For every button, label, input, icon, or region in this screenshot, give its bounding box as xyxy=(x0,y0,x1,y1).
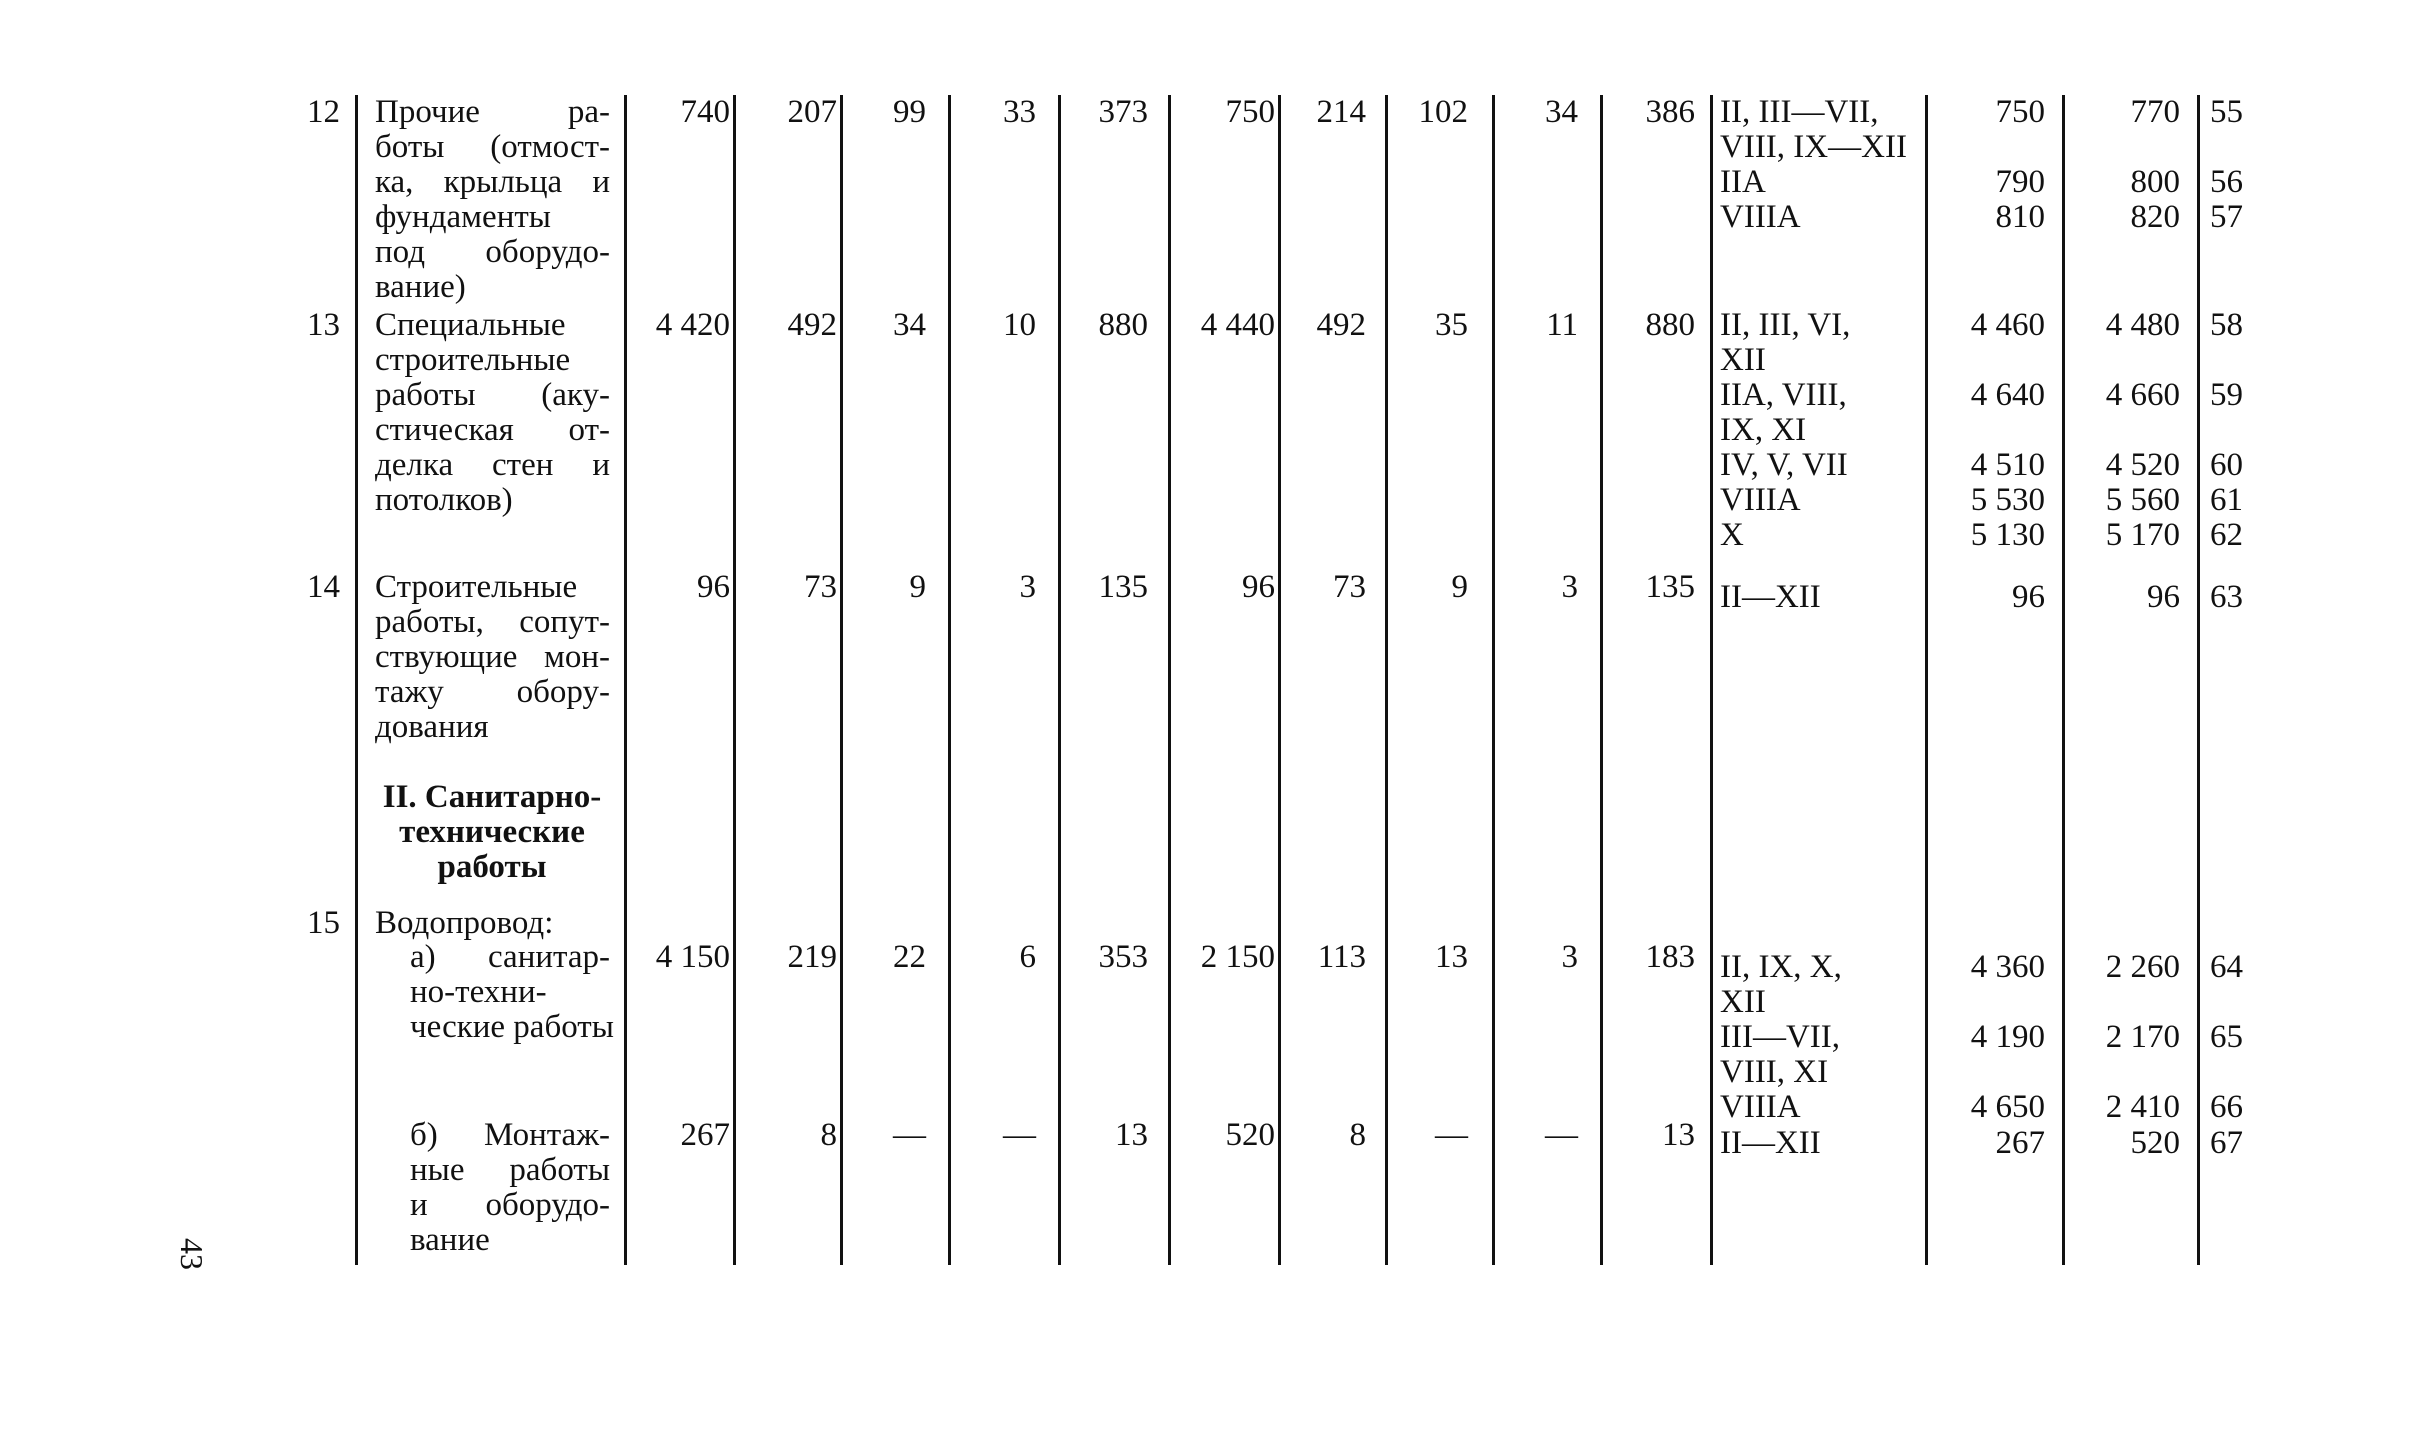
table-cell-value: 10 xyxy=(1003,307,1036,343)
column-rule xyxy=(1492,95,1495,1265)
table-cell-value: 3 xyxy=(1019,569,1036,605)
region-value-a: 4 190 xyxy=(1970,1019,2045,1055)
region-value-b: 820 xyxy=(2130,199,2180,235)
row-description-line: работы, сопут- xyxy=(375,604,610,640)
row-description-line: но-техни- xyxy=(410,974,547,1010)
region-value-a: 96 xyxy=(2012,579,2045,615)
region-line-number: 58 xyxy=(2210,307,2243,343)
region-line-number: 67 xyxy=(2210,1125,2243,1161)
row-number: 12 xyxy=(307,94,340,130)
region-code-line: XII xyxy=(1720,984,1766,1020)
row-description-line: и оборудо- xyxy=(410,1187,610,1223)
column-rule xyxy=(1385,95,1388,1265)
table-cell-value: — xyxy=(1003,1117,1036,1153)
table-cell-value: 214 xyxy=(1316,94,1366,130)
table-cell-value: 35 xyxy=(1435,307,1468,343)
region-code-line: IIA, VIII, xyxy=(1720,377,1847,413)
region-value-b: 2 170 xyxy=(2105,1019,2180,1055)
region-value-a: 750 xyxy=(1995,94,2045,130)
table-cell-value: 99 xyxy=(893,94,926,130)
region-value-b: 2 260 xyxy=(2105,949,2180,985)
region-value-a: 4 360 xyxy=(1970,949,2045,985)
table-cell-value: 373 xyxy=(1098,94,1148,130)
region-line-number: 60 xyxy=(2210,447,2243,483)
region-line-number: 65 xyxy=(2210,1019,2243,1055)
region-code-line: II, III, VI, xyxy=(1720,307,1851,343)
column-rule xyxy=(1058,95,1061,1265)
region-line-number: 57 xyxy=(2210,199,2243,235)
table-cell-value: 4 440 xyxy=(1200,307,1275,343)
table-cell-value: 13 xyxy=(1435,939,1468,975)
table-cell-value: 73 xyxy=(804,569,837,605)
table-cell-value: 13 xyxy=(1115,1117,1148,1153)
region-code-line: VIIIA xyxy=(1720,199,1801,235)
section-heading-line: работы xyxy=(437,849,547,885)
region-value-a: 4 650 xyxy=(1970,1089,2045,1125)
row-description-line: Строительные xyxy=(375,569,578,605)
region-value-b: 96 xyxy=(2147,579,2180,615)
region-value-b: 2 410 xyxy=(2105,1089,2180,1125)
region-line-number: 63 xyxy=(2210,579,2243,615)
row-description-line: фундаменты xyxy=(375,199,551,235)
table-cell-value: 135 xyxy=(1098,569,1148,605)
region-code-line: IV, V, VII xyxy=(1720,447,1848,483)
table-cell-value: 135 xyxy=(1645,569,1695,605)
region-value-a: 267 xyxy=(1995,1125,2045,1161)
row-description-line: а) санитар- xyxy=(410,939,610,975)
region-line-number: 55 xyxy=(2210,94,2243,130)
column-rule xyxy=(1168,95,1171,1265)
region-value-a: 4 640 xyxy=(1970,377,2045,413)
region-code-line: III—VII, xyxy=(1720,1019,1841,1055)
region-code-line: XII xyxy=(1720,342,1766,378)
table-cell-value: 34 xyxy=(893,307,926,343)
region-value-b: 800 xyxy=(2130,164,2180,200)
row-description-line: работы (аку- xyxy=(375,377,610,413)
column-rule xyxy=(948,95,951,1265)
region-value-a: 790 xyxy=(1995,164,2045,200)
section-heading-line: II. Санитарно- xyxy=(382,779,602,815)
row-description-line: тажу обору- xyxy=(375,674,610,710)
region-value-b: 5 170 xyxy=(2105,517,2180,553)
table-cell-value: 183 xyxy=(1645,939,1695,975)
table-cell-value: 207 xyxy=(787,94,837,130)
region-value-a: 5 530 xyxy=(1970,482,2045,518)
table-cell-value: 96 xyxy=(697,569,730,605)
region-value-b: 4 480 xyxy=(2105,307,2180,343)
table-cell-value: 113 xyxy=(1317,939,1366,975)
region-code-line: II, IX, X, xyxy=(1720,949,1842,985)
table-cell-value: 492 xyxy=(787,307,837,343)
region-value-b: 520 xyxy=(2130,1125,2180,1161)
table-cell-value: 13 xyxy=(1662,1117,1695,1153)
row-description-line: вание xyxy=(410,1222,490,1258)
region-value-b: 5 560 xyxy=(2105,482,2180,518)
row-description-line: ка, крыльца и xyxy=(375,164,610,200)
table-cell-value: — xyxy=(1545,1117,1578,1153)
table-cell-value: 102 xyxy=(1418,94,1468,130)
row-description-line: ные работы xyxy=(410,1152,610,1188)
row-description-line: боты (отмост- xyxy=(375,129,610,165)
region-value-a: 4 460 xyxy=(1970,307,2045,343)
table-cell-value: 880 xyxy=(1645,307,1695,343)
row-description-line: б) Монтаж- xyxy=(410,1117,610,1153)
row-description-line: Прочие ра- xyxy=(375,94,610,130)
row-description-line: ствующие мон- xyxy=(375,639,610,675)
row-number: 13 xyxy=(307,307,340,343)
row-description-line: потолков) xyxy=(375,482,513,518)
table-cell-value: 492 xyxy=(1316,307,1366,343)
table-cell-value: 11 xyxy=(1546,307,1578,343)
table-cell-value: 740 xyxy=(680,94,730,130)
region-code-line: VIII, IX—XII xyxy=(1720,129,1907,165)
row-description-line: дования xyxy=(375,709,489,745)
region-code-line: X xyxy=(1720,517,1744,553)
column-rule xyxy=(1278,95,1281,1265)
column-rule xyxy=(1600,95,1603,1265)
region-line-number: 66 xyxy=(2210,1089,2243,1125)
region-code-line: VIIIA xyxy=(1720,1089,1801,1125)
row-description-line: Специальные xyxy=(375,307,566,343)
region-line-number: 56 xyxy=(2210,164,2243,200)
table-cell-value: 353 xyxy=(1098,939,1148,975)
row-description-line: стическая от- xyxy=(375,412,610,448)
table-cell-value: 4 150 xyxy=(655,939,730,975)
table-cell-value: 34 xyxy=(1545,94,1578,130)
region-line-number: 59 xyxy=(2210,377,2243,413)
region-code-line: II, III—VII, xyxy=(1720,94,1879,130)
table-cell-value: 8 xyxy=(820,1117,837,1153)
column-rule xyxy=(2197,95,2200,1265)
row-number: 14 xyxy=(307,569,340,605)
table-cell-value: 33 xyxy=(1003,94,1036,130)
row-description-line: вание) xyxy=(375,269,466,305)
row-description-line: под оборудо- xyxy=(375,234,610,270)
region-code-line: IIA xyxy=(1720,164,1766,200)
row-description-line: строительные xyxy=(375,342,571,378)
region-code-line: II—XII xyxy=(1720,1125,1821,1161)
row-description-line: Водопровод: xyxy=(375,905,554,941)
region-code-line: VIIIA xyxy=(1720,482,1801,518)
table-cell-value: 520 xyxy=(1225,1117,1275,1153)
table-cell-value: 6 xyxy=(1019,939,1036,975)
region-code-line: II—XII xyxy=(1720,579,1821,615)
region-value-a: 5 130 xyxy=(1970,517,2045,553)
region-code-line: IX, XI xyxy=(1720,412,1807,448)
table-cell-value: 73 xyxy=(1333,569,1366,605)
table-cell-value: 880 xyxy=(1098,307,1148,343)
region-line-number: 61 xyxy=(2210,482,2243,518)
section-heading-line: технические xyxy=(399,814,585,850)
table-cell-value: 2 150 xyxy=(1200,939,1275,975)
region-line-number: 62 xyxy=(2210,517,2243,553)
table-cell-value: 219 xyxy=(787,939,837,975)
table-cell-value: 4 420 xyxy=(655,307,730,343)
table-cell-value: 3 xyxy=(1561,569,1578,605)
region-value-b: 4 660 xyxy=(2105,377,2180,413)
row-number: 15 xyxy=(307,905,340,941)
column-rule xyxy=(840,95,843,1265)
table-cell-value: 9 xyxy=(1451,569,1468,605)
region-value-a: 810 xyxy=(1995,199,2045,235)
table-cell-value: 8 xyxy=(1349,1117,1366,1153)
table-cell-value: — xyxy=(893,1117,926,1153)
table-cell-value: 386 xyxy=(1645,94,1695,130)
column-rule xyxy=(1710,95,1713,1265)
region-value-b: 770 xyxy=(2130,94,2180,130)
table-cell-value: 22 xyxy=(893,939,926,975)
column-rule xyxy=(624,95,627,1265)
table-cell-value: — xyxy=(1435,1117,1468,1153)
page-number: 43 xyxy=(174,1238,210,1270)
column-rule xyxy=(355,95,358,1265)
table-cell-value: 96 xyxy=(1242,569,1275,605)
region-code-line: VIII, XI xyxy=(1720,1054,1829,1090)
table-cell-value: 750 xyxy=(1225,94,1275,130)
row-description-line: делка стен и xyxy=(375,447,610,483)
region-line-number: 64 xyxy=(2210,949,2243,985)
region-value-a: 4 510 xyxy=(1970,447,2045,483)
table-cell-value: 3 xyxy=(1561,939,1578,975)
region-value-b: 4 520 xyxy=(2105,447,2180,483)
column-rule xyxy=(733,95,736,1265)
row-description-line: ческие работы xyxy=(410,1009,614,1045)
table-cell-value: 9 xyxy=(909,569,926,605)
table-cell-value: 267 xyxy=(680,1117,730,1153)
